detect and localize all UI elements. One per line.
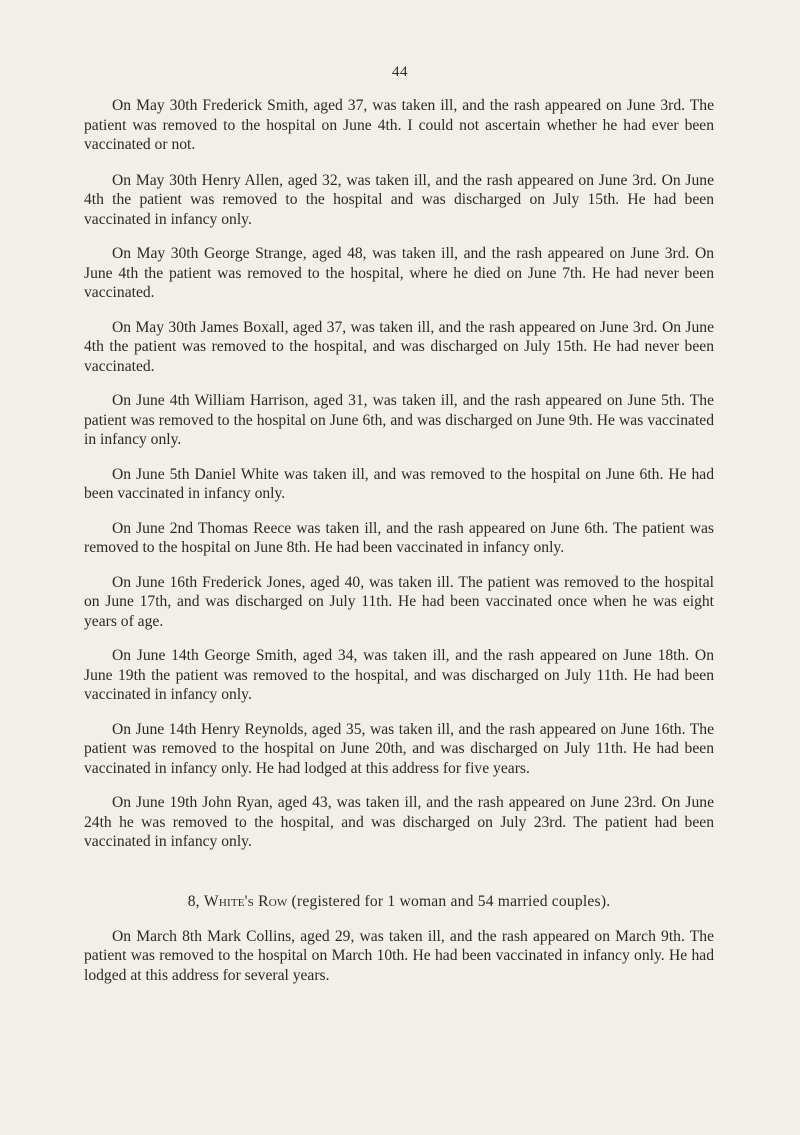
case-paragraph: On May 30th George Strange, aged 48, was taken ill, and the rash appeared on June 3rd. On June 4th the patient was removed to the hospital, where he died on June 7th. He had never been vaccinated. [84, 245, 714, 301]
case-paragraph: On June 19th John Ryan, aged 43, was taken ill, and the rash appeared on June 23rd. On June 24th he was removed to the hospital, and was discharged on July 23rd. The patient had been vaccinated in infancy only. [84, 794, 714, 850]
case-paragraph: On June 16th Frederick Jones, aged 40, was taken ill. The patient was removed to the hospital on June 17th, and was discharged on July 11th. He had been vaccinated once when he was eight years of age. [84, 573, 714, 630]
case-paragraph: On June 14th George Smith, aged 34, was taken ill, and the rash appeared on June 18th. On June 19th the patient was removed to the hospital, and was discharged on July 11th. He had been vaccinated in infancy only. [84, 647, 714, 703]
case-paragraph: On May 30th Frederick Smith, aged 37, was taken ill, and the rash appeared on June 3rd. The patient was removed to the hospital on June 4th. I could not ascertain whether he had ever been vaccinated or not. [84, 97, 714, 153]
case-paragraph: On June 4th William Harrison, aged 31, was taken ill, and the rash appeared on June 5th. The patient was removed to the hospital on June 6th, and was discharged on June 9th. He was vaccinated in infancy only. [84, 392, 714, 448]
case-paragraph: On June 5th Daniel White was taken ill, and was removed to the hospital on June 6th. He had been vaccinated in infancy only. [84, 465, 714, 502]
section-name: White's Row [203, 892, 288, 910]
case-paragraph: On May 30th Henry Allen, aged 32, was taken ill, and the rash appeared on June 3rd. On June 4th the patient was removed to the hospital and was discharged on July 15th. He had been vaccinated in infancy only. [84, 171, 714, 228]
section-heading [84, 892, 714, 912]
page-number: 44 [392, 64, 408, 80]
case-paragraph: On June 2nd Thomas Reece was taken ill, and the rash appeared on June 6th. The patient was removed to the hospital on June 8th. He had been vaccinated in infancy only. [84, 519, 714, 556]
case-paragraph: On June 14th Henry Reynolds, aged 35, was taken ill, and the rash appeared on June 16th. The patient was removed to the hospital on June 20th, and was discharged on July 11th. He had been vaccinated in infancy only. He had lodged at this address for five years. [84, 720, 714, 777]
case-paragraph: On March 8th Mark Collins, aged 29, was taken ill, and the rash appeared on March 9th. The patient was removed to the hospital on March 10th. He had been vaccinated in infancy only. He had lodged at this address for several years. [84, 927, 714, 984]
section-note: (registered for 1 woman and 54 married couples). [291, 892, 611, 910]
section-number: 8, [187, 892, 200, 910]
case-paragraph: On May 30th James Boxall, aged 37, was taken ill, and the rash appeared on June 3rd. On June 4th the patient was removed to the hospital, and was discharged on July 15th. He had never been vaccinated. [84, 318, 714, 375]
body-text [84, 96, 714, 1000]
